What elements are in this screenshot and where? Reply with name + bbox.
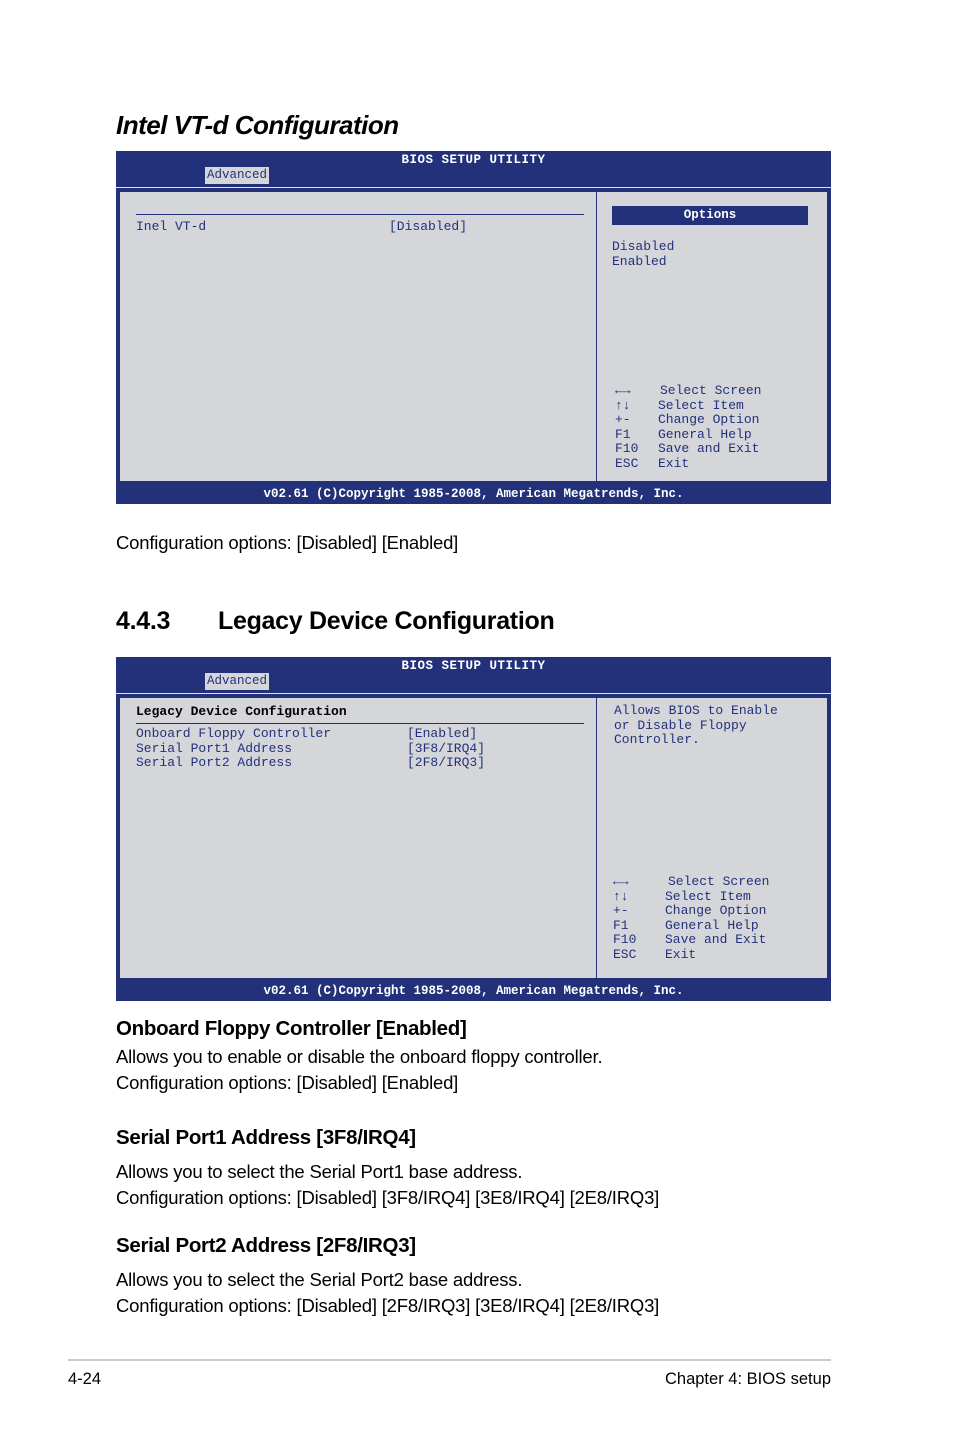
key-action: General Help — [658, 426, 752, 442]
option-disabled[interactable]: Disabled — [612, 239, 675, 254]
arrow-left-right-icon: ←→ — [615, 383, 631, 398]
key-row — [615, 428, 761, 443]
port1-config-options: Configuration options: [Disabled] [3F8/IRQ4] [3E8/IRQ4] [2E8/IRQ3] — [116, 1187, 660, 1208]
page-number: 4-24 — [68, 1370, 102, 1388]
bios-title: BIOS SETUP UTILITY — [401, 659, 546, 673]
key-action: General Help — [665, 917, 759, 933]
menu-item-serial-port1[interactable]: Serial Port1 Address — [136, 740, 293, 756]
bios-title: BIOS SETUP UTILITY — [401, 153, 546, 167]
menu-item-floppy-value[interactable]: [Enabled] — [407, 726, 478, 741]
port2-description: Allows you to select the Serial Port2 base address. — [116, 1269, 523, 1290]
bios-title-bar — [116, 151, 831, 188]
menu-header: Legacy Device Configuration — [136, 704, 347, 719]
help-text-line: or Disable Floppy — [614, 717, 747, 733]
port2-config-options: Configuration options: [Disabled] [2F8/IRQ3] [3E8/IRQ4] [2E8/IRQ3] — [116, 1295, 660, 1316]
arrow-up-down-icon: ↑↓ — [615, 397, 631, 413]
key-action: Save and Exit — [658, 441, 760, 456]
key-label: +- — [615, 412, 631, 427]
menu-item-serial-port1-value[interactable]: [3F8/IRQ4] — [407, 740, 486, 756]
help-text-line: Controller. — [614, 732, 700, 747]
vtd-config-options: Configuration options: [Disabled] [Enabled] — [116, 532, 459, 553]
key-row — [615, 457, 761, 472]
port2-heading: Serial Port2 Address [2F8/IRQ3] — [116, 1234, 416, 1257]
key-action: Exit — [665, 946, 697, 962]
key-label: F10 — [615, 441, 639, 456]
key-row — [615, 384, 761, 399]
section-title: Legacy Device Configuration — [218, 607, 555, 635]
bios-screen-vtd — [116, 151, 831, 505]
option-enabled[interactable]: Enabled — [612, 253, 667, 269]
key-row — [615, 413, 761, 428]
key-row — [613, 933, 769, 948]
panel-divider — [596, 191, 597, 482]
menu-item-serial-port2[interactable]: Serial Port2 Address — [136, 755, 293, 770]
key-action: Change Option — [665, 903, 767, 918]
key-row — [613, 890, 769, 905]
bios-copyright-bar: v02.61 (C)Copyright 1985-2008, American Megatrends, Inc. — [116, 485, 831, 504]
tab-advanced[interactable]: Advanced — [207, 674, 268, 688]
key-row — [613, 875, 769, 890]
key-action: Select Item — [665, 888, 751, 904]
key-action: Change Option — [658, 412, 760, 427]
key-label: +- — [613, 903, 629, 918]
bios-title-bar — [116, 657, 831, 694]
menu-item-floppy[interactable]: Onboard Floppy Controller — [136, 726, 332, 741]
panel-divider — [596, 697, 597, 979]
key-action: Exit — [658, 455, 690, 471]
bios-copyright-bar: v02.61 (C)Copyright 1985-2008, American Megatrends, Inc. — [116, 982, 831, 1001]
key-row — [615, 442, 761, 457]
floppy-heading: Onboard Floppy Controller [Enabled] — [116, 1017, 467, 1040]
key-label: ESC — [613, 946, 637, 962]
bios-screen-legacy — [116, 657, 831, 1003]
key-label: F10 — [613, 932, 637, 947]
port1-description: Allows you to select the Serial Port1 base address. — [116, 1161, 523, 1182]
key-legend — [615, 384, 761, 471]
key-label: F1 — [615, 426, 631, 442]
key-legend — [613, 875, 769, 962]
page-title: Intel VT-d Configuration — [116, 110, 399, 140]
key-row — [613, 948, 769, 963]
floppy-config-options: Configuration options: [Disabled] [Enabled] — [116, 1072, 459, 1093]
section-number: 4.4.3 — [116, 607, 171, 635]
item-separator — [136, 214, 584, 215]
port1-heading: Serial Port1 Address [3F8/IRQ4] — [116, 1126, 416, 1149]
help-text-line: Allows BIOS to Enable — [614, 703, 778, 718]
chapter-title: Chapter 4: BIOS setup — [664, 1370, 831, 1388]
item-separator — [136, 723, 584, 724]
key-row — [615, 399, 761, 414]
arrow-left-right-icon: ←→ — [613, 874, 629, 889]
key-action: Save and Exit — [665, 932, 767, 947]
key-action: Select Screen — [668, 874, 770, 889]
section-heading — [116, 607, 554, 636]
key-action: Select Screen — [660, 383, 762, 398]
menu-item-vtd[interactable]: Inel VT-d — [136, 219, 207, 234]
menu-item-vtd-value[interactable]: [Disabled] — [389, 219, 468, 234]
key-label: ESC — [615, 455, 639, 471]
key-label: F1 — [613, 917, 629, 933]
options-header: Options — [612, 206, 808, 225]
footer-divider — [68, 1359, 831, 1361]
key-action: Select Item — [658, 397, 744, 413]
key-row — [613, 904, 769, 919]
bios-frame — [116, 188, 831, 485]
floppy-description: Allows you to enable or disable the onboard floppy controller. — [116, 1046, 603, 1067]
tab-advanced[interactable]: Advanced — [207, 168, 268, 182]
key-row — [613, 919, 769, 934]
menu-item-serial-port2-value[interactable]: [2F8/IRQ3] — [407, 755, 486, 770]
bios-frame — [116, 694, 831, 982]
arrow-up-down-icon: ↑↓ — [613, 888, 629, 904]
